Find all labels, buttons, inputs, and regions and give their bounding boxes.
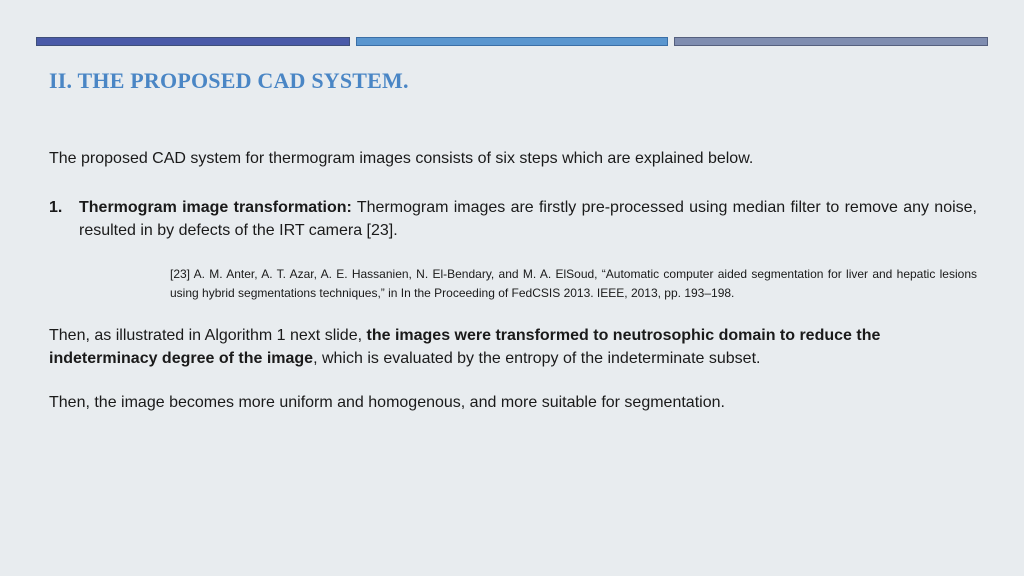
header-bar-left	[36, 37, 350, 46]
slide-title: II. THE PROPOSED CAD SYSTEM.	[49, 68, 409, 93]
step-text: Thermogram images are firstly pre-processed using median filter to remove any noise, resulted in by defects of the IRT camera [23].	[79, 199, 978, 239]
step-number: 1.	[49, 199, 63, 216]
conclusion-paragraph: Then, the image becomes more uniform and homogenous, and more suitable for segmentation.	[49, 394, 725, 411]
header-bar-right	[674, 37, 988, 46]
step-item	[49, 196, 977, 242]
transformation-emphasis: the images were transformed to neutrosophic domain to reduce the indeterminacy degree of the image	[49, 327, 881, 367]
transformation-paragraph	[49, 324, 977, 370]
header-bar-middle	[356, 37, 668, 46]
header-decoration	[36, 37, 988, 47]
transformation-tail: , which is evaluated by the entropy of the indeterminate subset.	[313, 350, 761, 367]
intro-paragraph: The proposed CAD system for thermogram images consists of six steps which are explained below.	[49, 150, 754, 167]
step-body	[79, 196, 977, 242]
step-heading: Thermogram image transformation:	[79, 199, 352, 216]
reference-citation: [23] A. M. Anter, A. T. Azar, A. E. Hassanien, N. El-Bendary, and M. A. ElSoud, “Automatic computer aided segmentation for liver and hepatic lesions using hybrid segmentations techniques,” in In the Proceeding of FedCSIS 2013. IEEE, 2013, pp. 193–198.	[170, 267, 977, 300]
transformation-lead: Then, as illustrated in Algorithm 1 next slide,	[49, 327, 367, 344]
